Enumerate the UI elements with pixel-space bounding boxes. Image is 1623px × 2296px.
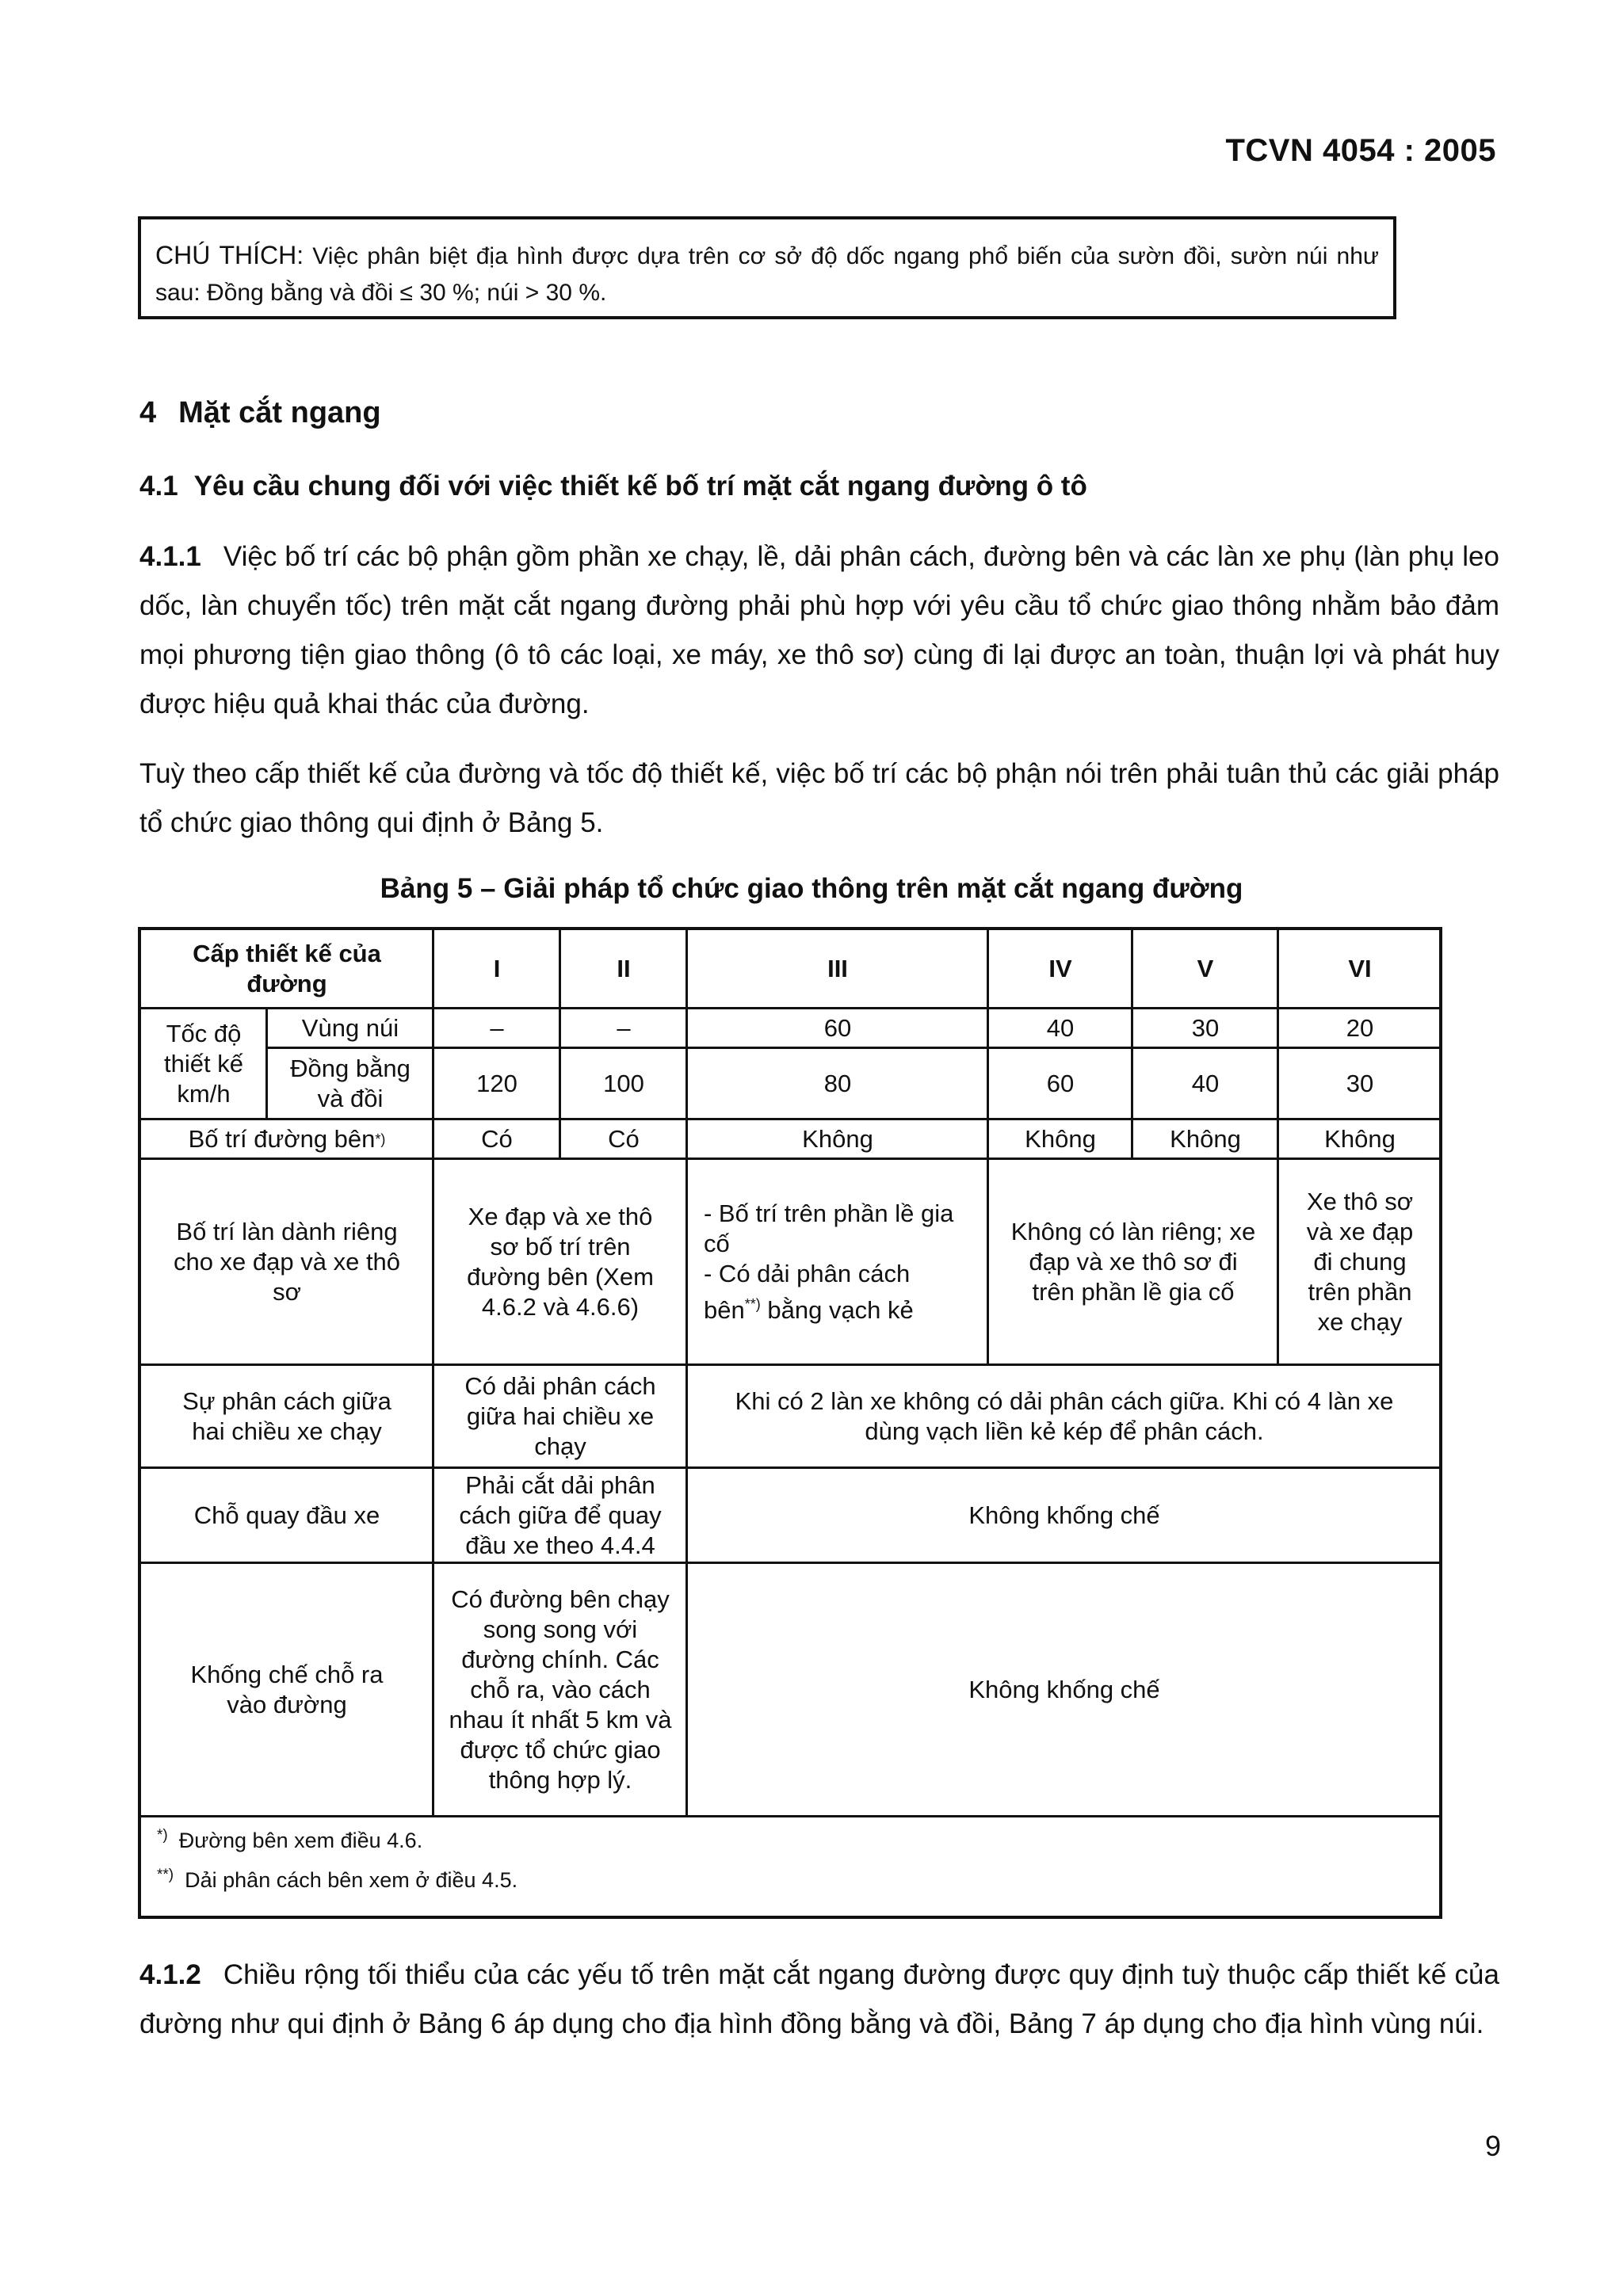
note-lead: CHÚ THÍCH:: [155, 241, 304, 269]
mountain-speed-V: 30: [1191, 1014, 1220, 1042]
uturn-I-II: Phải cắt dải phân cách giữa để quay đầu xe theo 4.4.4: [459, 1471, 662, 1559]
mountain-label: Vùng núi: [301, 1014, 399, 1042]
mountain-speed-VI: 20: [1346, 1014, 1374, 1042]
header-class-III: III: [827, 955, 848, 982]
paragraph-text: Việc bố trí các bộ phận gồm phần xe chạy, lề, dải phân cách, đường bên và các làn xe phụ (làn phụ leo dốc, làn chuyển tốc) trên mặt cắt ngang đường phải phù hợp với yêu cầu tổ chức giao thông nhằm bảo đảm mọi phương tiện giao thông (ô tô các loại, xe máy, xe thô sơ) cùng đi lại được an toàn, thuận lợi và phát huy được hiệu quả khai thác của đường.: [139, 541, 1499, 719]
note-box: [138, 216, 1396, 319]
plain-speed-III: 80: [823, 1070, 852, 1097]
paragraph-text: Tuỳ theo cấp thiết kế của đường và tốc độ thiết kế, việc bố trí các bộ phận nói trên phải tuân thủ các giải pháp tổ chức giao thông qui định ở Bảng 5.: [139, 758, 1499, 838]
header-class-I: I: [493, 955, 501, 982]
section-heading: [139, 396, 381, 430]
footnote-mark: **): [157, 1867, 174, 1883]
paragraph-number: 4.1.2: [139, 1959, 201, 1990]
plain-speed-I: 120: [476, 1070, 517, 1097]
access-label: Khống chế chỗ ra vào đường: [190, 1661, 384, 1718]
side-road-IV: Không: [1025, 1125, 1096, 1153]
paragraph-text: Chiều rộng tối thiểu của các yếu tố trên mặt cắt ngang đường được quy định tuỳ thuộc cấp thiết kế của đường như qui định ở Bảng 6 áp dụng cho địa hình đồng bằng và đồi, Bảng 7 áp dụng cho địa hình vùng núi.: [139, 1959, 1499, 2039]
plain-speed-IV: 60: [1046, 1070, 1075, 1097]
subsection-heading: [139, 471, 1087, 502]
uturn-label: Chỗ quay đầu xe: [193, 1501, 380, 1529]
paragraph-intro-table: [139, 749, 1499, 848]
footnote-1: [157, 1827, 422, 1853]
access-III-VI: Không khống chế: [968, 1676, 1160, 1703]
side-road-label-text: Bố trí đường bên: [188, 1125, 376, 1153]
bike-lane-I-II: Xe đạp và xe thô sơ bố trí trên đường bên (Xem 4.6.2 và 4.6.6): [467, 1203, 654, 1321]
bike-lane-III-text: [704, 1199, 972, 1325]
side-road-III: Không: [802, 1125, 873, 1153]
bike-lane-III: [688, 1160, 987, 1364]
separation-III-VI: Khi có 2 làn xe không có dải phân cách giữa. Khi có 4 làn xe dùng vạch liền kẻ kép để phân cách.: [735, 1387, 1394, 1445]
access-I-II: Có đường bên chạy song song với đường chính. Các chỗ ra, vào cách nhau ít nhất 5 km và được tổ chức giao thông hợp lý.: [449, 1585, 672, 1794]
side-road-VI: Không: [1324, 1125, 1396, 1153]
bike-lane-III-line1: - Bố trí trên phần lề gia cố: [704, 1199, 954, 1257]
document-code: TCVN 4054 : 2005: [1225, 133, 1496, 168]
speed-label: Tốc độ thiết kế km/h: [164, 1020, 243, 1108]
bike-lane-label: Bố trí làn dành riêng cho xe đạp và xe thô sơ: [173, 1218, 401, 1306]
bike-lane-III-line2: [704, 1259, 972, 1325]
side-road-label: [141, 1120, 433, 1158]
note-text: Việc phân biệt địa hình được dựa trên cơ sở độ dốc ngang phổ biến của sườn đồi, sườn núi như sau: Đồng bằng và đồi ≤ 30 %; núi > 30 %.: [155, 243, 1380, 306]
footnote-mark: *): [157, 1827, 168, 1844]
mountain-speed-III: 60: [823, 1014, 852, 1042]
page-number: 9: [1484, 2130, 1501, 2162]
header-class-V: V: [1197, 955, 1214, 982]
side-road-I: Có: [481, 1125, 513, 1153]
footnote-mark: **): [744, 1296, 761, 1312]
bike-lane-IV-V: Không có làn riêng; xe đạp và xe thô sơ đi trên phần lề gia cố: [1010, 1218, 1256, 1306]
header-class-label: Cấp thiết kế của đường: [193, 940, 381, 997]
paragraph-4-1-1: [139, 532, 1499, 729]
section-number: 4: [139, 396, 157, 429]
plain-label: Đồng bằng và đồi: [290, 1055, 411, 1112]
section-title: Mặt cắt ngang: [178, 396, 381, 429]
footnote-text: Đường bên xem điều 4.6.: [178, 1829, 423, 1852]
subsection-title: Yêu cầu chung đối với việc thiết kế bố trí mặt cắt ngang đường ô tô: [193, 471, 1087, 502]
mountain-speed-IV: 40: [1046, 1014, 1075, 1042]
table-caption: Bảng 5 – Giải pháp tổ chức giao thông trên mặt cắt ngang đường: [380, 873, 1243, 904]
bike-lane-III-line2b: bằng vạch kẻ: [760, 1296, 914, 1324]
traffic-organization-table: [138, 927, 1442, 1919]
side-road-V: Không: [1170, 1125, 1241, 1153]
footnote-2: [157, 1867, 517, 1893]
footnote-mark: *): [375, 1131, 386, 1147]
plain-speed-VI: 30: [1346, 1070, 1374, 1097]
mountain-speed-I: –: [490, 1014, 504, 1042]
bike-lane-III-line2a: - Có dải phân cách bên: [704, 1260, 911, 1324]
uturn-III-VI: Không khống chế: [968, 1501, 1160, 1529]
paragraph-number: 4.1.1: [139, 541, 201, 572]
side-road-II: Có: [608, 1125, 640, 1153]
header-class-IV: IV: [1048, 955, 1072, 982]
bike-lane-VI: Xe thô sơ và xe đạp đi chung trên phần xe chạy: [1306, 1188, 1414, 1336]
plain-speed-V: 40: [1191, 1070, 1220, 1097]
separation-label: Sự phân cách giữa hai chiều xe chạy: [182, 1387, 391, 1445]
plain-speed-II: 100: [603, 1070, 644, 1097]
mountain-speed-II: –: [617, 1014, 631, 1042]
subsection-number: 4.1: [139, 471, 178, 502]
header-class-II: II: [617, 955, 631, 982]
header-class-VI: VI: [1348, 955, 1372, 982]
paragraph-4-1-2: [139, 1951, 1499, 2049]
separation-I-II: Có dải phân cách giữa hai chiều xe chạy: [464, 1372, 656, 1460]
footnote-text: Dải phân cách bên xem ở điều 4.5.: [185, 1868, 518, 1892]
